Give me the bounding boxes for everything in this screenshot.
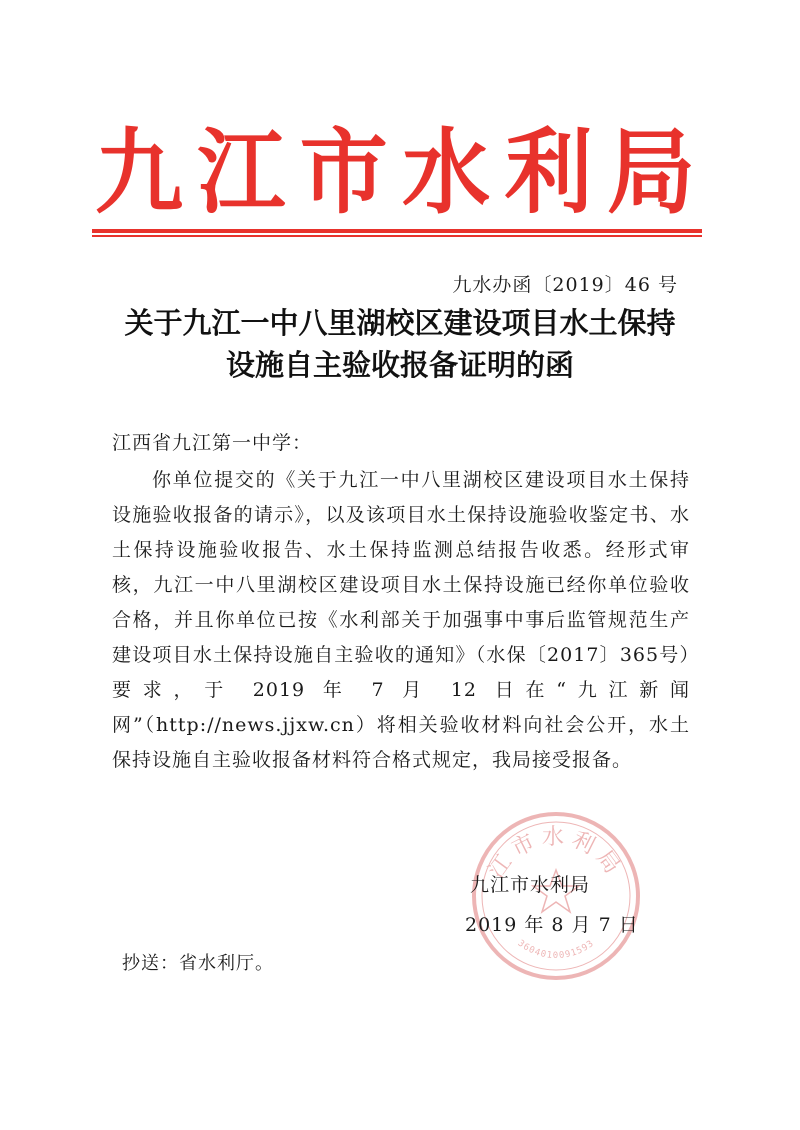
masthead-char: 利 — [504, 118, 593, 227]
signature-date: 2019 年 8 月 7 日 — [465, 914, 639, 936]
masthead-rule-thin — [92, 235, 702, 237]
cc-recipient: 省水利厅。 — [179, 953, 274, 974]
title-line-2: 设施自主验收报备证明的函 — [225, 348, 574, 382]
masthead-rule-thick — [92, 229, 702, 233]
document-title — [100, 302, 700, 386]
recipient: 江西省九江第一中学： — [112, 432, 313, 454]
masthead-char: 九 — [95, 118, 184, 227]
cc-label: 抄送： — [122, 953, 179, 974]
masthead-char: 水 — [402, 118, 491, 227]
title-line-1: 关于九江一中八里湖校区建设项目水土保持 — [124, 306, 676, 340]
carbon-copy — [122, 949, 274, 975]
masthead — [95, 118, 695, 228]
svg-text:江市水利局: 江市水利局 — [484, 825, 628, 884]
masthead-char: 局 — [606, 118, 695, 227]
masthead-char: 江 — [197, 118, 286, 227]
signer-organization: 九江市水利局 — [470, 874, 591, 896]
svg-text:3604010091593: 3604010091593 — [515, 938, 597, 962]
masthead-char: 市 — [299, 118, 388, 227]
body-paragraph: 你单位提交的《关于九江一中八里湖校区建设项目水土保持设施验收报备的请示》，以及该项目水土保持设施验收鉴定书、水土保持设施验收报告、水土保持监测总结报告收悉。经形式审核，九江一中八里湖校区建设项目水土保持设施已经你单位验收合格，并且你单位已按《水利部关于加强事中事后监管规范生产建设项目水土保持设施自主验收的通知》（水保〔2017〕365号）要求，于 2019 年 7 月 12 日在“九江新闻网”（http://news.jjxw.cn）将相关验收材料向社会公开，水土保持设施自主验收报备材料符合格式规定，我局接受报备。 — [112, 469, 690, 771]
document-number: 九水办函〔2019〕46 号 — [452, 274, 678, 296]
